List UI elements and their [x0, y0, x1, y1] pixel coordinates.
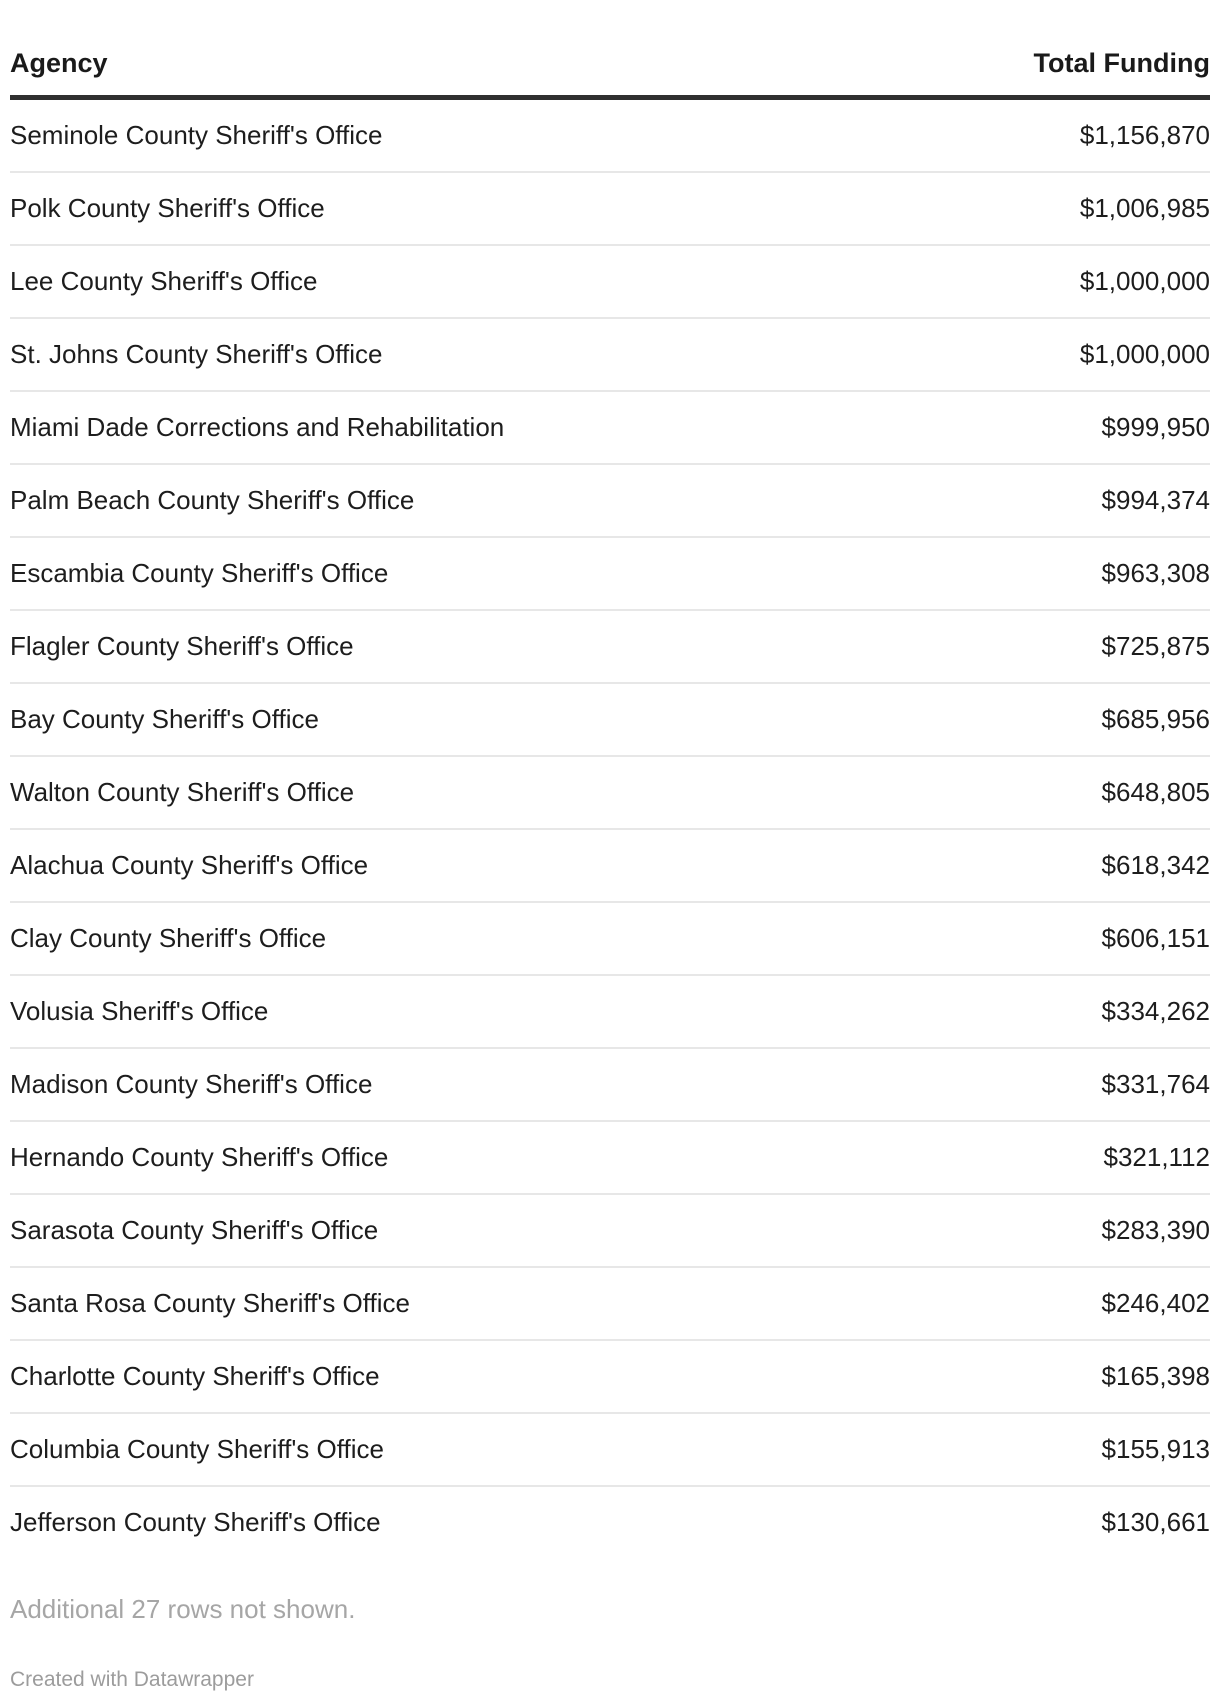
- table-row: [10, 756, 1210, 829]
- agency-cell: Madison County Sheriff's Office: [10, 1048, 754, 1121]
- agency-cell: Flagler County Sheriff's Office: [10, 610, 754, 683]
- column-header-agency: Agency: [10, 0, 754, 98]
- funding-cell: $334,262: [754, 975, 1210, 1048]
- agency-cell: Polk County Sheriff's Office: [10, 172, 754, 245]
- agency-cell: St. Johns County Sheriff's Office: [10, 318, 754, 391]
- table-row: [10, 1194, 1210, 1267]
- funding-cell: $246,402: [754, 1267, 1210, 1340]
- funding-cell: $725,875: [754, 610, 1210, 683]
- table-row: [10, 172, 1210, 245]
- column-header-total-funding: Total Funding: [754, 0, 1210, 98]
- table-row: [10, 1340, 1210, 1413]
- table-row: [10, 391, 1210, 464]
- table-row: [10, 245, 1210, 318]
- agency-cell: Alachua County Sheriff's Office: [10, 829, 754, 902]
- table-row: [10, 1413, 1210, 1486]
- agency-cell: Sarasota County Sheriff's Office: [10, 1194, 754, 1267]
- agency-cell: Bay County Sheriff's Office: [10, 683, 754, 756]
- table-header: [10, 0, 1210, 98]
- table-row: [10, 902, 1210, 975]
- funding-cell: $1,000,000: [754, 318, 1210, 391]
- agency-cell: Columbia County Sheriff's Office: [10, 1413, 754, 1486]
- funding-cell: $606,151: [754, 902, 1210, 975]
- funding-cell: $999,950: [754, 391, 1210, 464]
- funding-cell: $155,913: [754, 1413, 1210, 1486]
- funding-cell: $1,156,870: [754, 98, 1210, 173]
- table-row: [10, 975, 1210, 1048]
- funding-cell: $1,000,000: [754, 245, 1210, 318]
- funding-cell: $648,805: [754, 756, 1210, 829]
- agency-cell: Lee County Sheriff's Office: [10, 245, 754, 318]
- table-row: [10, 98, 1210, 173]
- agency-cell: Volusia Sheriff's Office: [10, 975, 754, 1048]
- table-row: [10, 318, 1210, 391]
- table-row: [10, 1267, 1210, 1340]
- table-row: [10, 683, 1210, 756]
- agency-funding-table: [10, 0, 1210, 1558]
- funding-cell: $1,006,985: [754, 172, 1210, 245]
- funding-cell: $130,661: [1101, 1507, 1210, 1537]
- table-row: [10, 1486, 1210, 1558]
- agency-cell: Clay County Sheriff's Office: [10, 902, 754, 975]
- funding-cell: $321,112: [754, 1121, 1210, 1194]
- rows-not-shown-note: Additional 27 rows not shown.: [10, 1594, 356, 1624]
- table-row: [10, 537, 1210, 610]
- agency-cell: Santa Rosa County Sheriff's Office: [10, 1267, 754, 1340]
- table-row: [10, 464, 1210, 537]
- funding-cell: $963,308: [754, 537, 1210, 610]
- funding-cell: $618,342: [754, 829, 1210, 902]
- header-row: [10, 0, 1210, 98]
- table-row: [10, 610, 1210, 683]
- agency-cell: Palm Beach County Sheriff's Office: [10, 464, 754, 537]
- agency-cell: Charlotte County Sheriff's Office: [10, 1340, 754, 1413]
- datawrapper-credit[interactable]: Created with Datawrapper: [10, 1668, 254, 1691]
- table-row: [10, 829, 1210, 902]
- funding-cell: $331,764: [754, 1048, 1210, 1121]
- agency-cell: Jefferson County Sheriff's Office: [10, 1507, 381, 1537]
- table-row: [10, 1048, 1210, 1121]
- funding-cell: $685,956: [754, 683, 1210, 756]
- funding-cell: $994,374: [754, 464, 1210, 537]
- agency-cell: Walton County Sheriff's Office: [10, 756, 754, 829]
- table-body: [10, 98, 1210, 1559]
- agency-cell: Miami Dade Corrections and Rehabilitation: [10, 391, 754, 464]
- agency-cell: Hernando County Sheriff's Office: [10, 1121, 754, 1194]
- agency-cell: Escambia County Sheriff's Office: [10, 537, 754, 610]
- table-row: [10, 1121, 1210, 1194]
- funding-cell: $165,398: [754, 1340, 1210, 1413]
- funding-cell: $283,390: [754, 1194, 1210, 1267]
- agency-cell: Seminole County Sheriff's Office: [10, 98, 754, 173]
